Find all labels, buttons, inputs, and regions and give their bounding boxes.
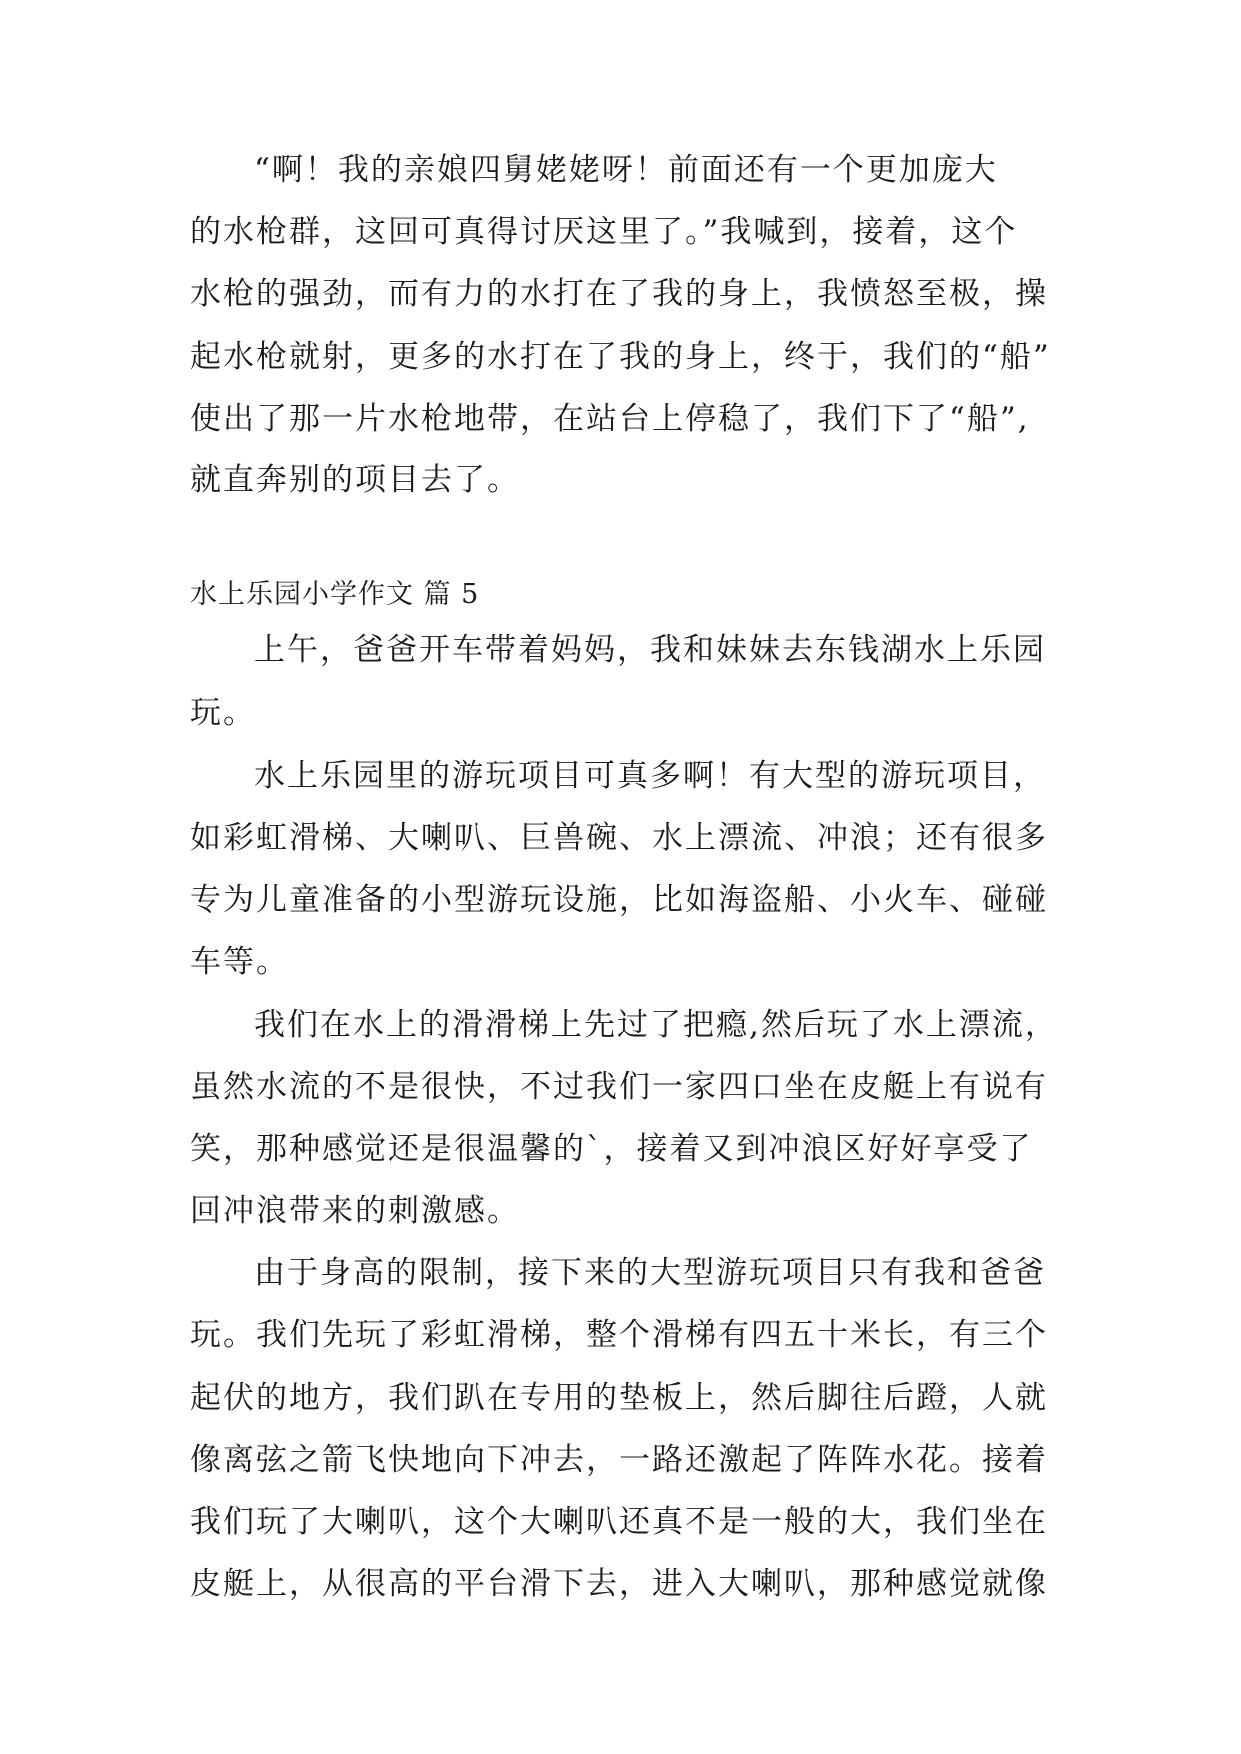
text-line: “啊！我的亲娘四舅姥姥呀！前面还有一个更加庞大 [254,152,998,188]
text-line: 皮艇上，从很高的平台滑下去，进入大喇叭，那种感觉就像 [190,1566,1048,1602]
text-line: 就直奔别的项目去了。 [190,462,520,498]
text-line: 玩。 [190,695,256,731]
text-line: 玩。我们先玩了彩虹滑梯，整个滑梯有四五十米长，有三个 [190,1317,1048,1353]
text-line: 专为儿童准备的小型游玩设施，比如海盗船、小火车、碰碰 [190,882,1048,918]
text-line: 笑，那种感觉还是很温馨的`，接着又到冲浪区好好享受了 [190,1131,1033,1167]
text-line: 起伏的地方，我们趴在专用的垫板上，然后脚往后蹬，人就 [190,1380,1048,1416]
text-line: 虽然水流的不是很快，不过我们一家四口坐在皮艇上有说有 [190,1069,1048,1105]
text-line: 由于身高的限制，接下来的大型游玩项目只有我和爸爸 [254,1255,1046,1291]
text-line: 回冲浪带来的刺激感。 [190,1193,520,1229]
text-line: 车等。 [190,944,289,980]
text-line: 我们在水上的滑滑梯上先过了把瘾,然后玩了水上漂流， [254,1007,1058,1043]
text-line: 起水枪就射，更多的水打在了我的身上，终于，我们的“船” [190,339,1051,375]
text-line: 上午，爸爸开车带着妈妈，我和妹妹去东钱湖水上乐园 [254,632,1046,668]
text-line: 像离弦之箭飞快地向下冲去，一路还激起了阵阵水花。接着 [190,1442,1048,1478]
text-line: 水枪的强劲，而有力的水打在了我的身上，我愤怒至极，操 [190,276,1048,312]
text-line: 我们玩了大喇叭，这个大喇叭还真不是一般的大，我们坐在 [190,1504,1048,1540]
section-heading: 水上乐园小学作文 篇 5 [190,579,480,610]
text-line: 的水枪群，这回可真得讨厌这里了。”我喊到，接着，这个 [190,214,1018,250]
text-line: 使出了那一片水枪地带，在站台上停稳了，我们下了“船”, [190,401,1030,437]
text-line: 水上乐园里的游玩项目可真多啊！有大型的游玩项目， [254,758,1046,794]
text-line: 如彩虹滑梯、大喇叭、巨兽碗、水上漂流、冲浪；还有很多 [190,820,1048,856]
